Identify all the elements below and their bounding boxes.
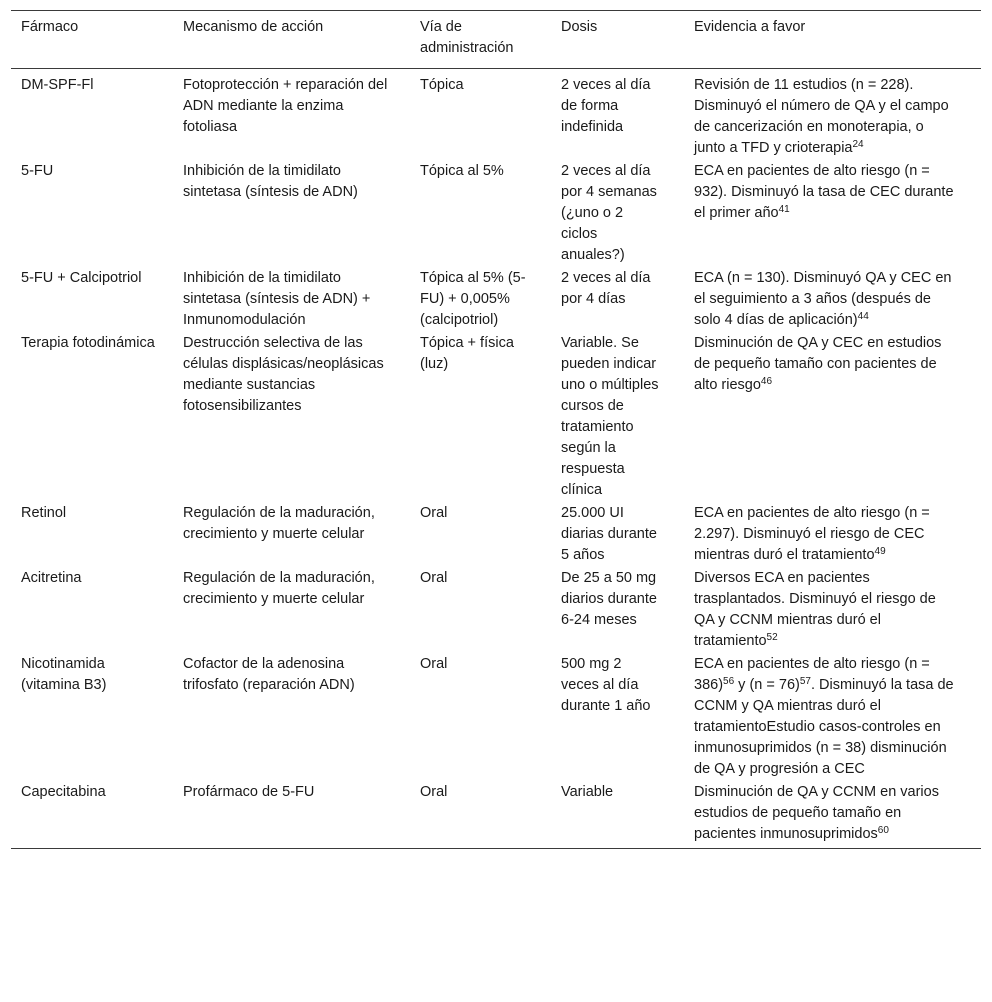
cell-evidence: Disminución de QA y CCNM en varios estudios de pequeño tamaño en pacientes inmunosuprimidos$^{60}$ [694, 784, 939, 842]
reference-superscript: 41 [778, 204, 790, 215]
table-row [11, 333, 981, 503]
cell-route: Tópica [420, 77, 464, 93]
header-mechanism: Mecanismo de acción [183, 11, 420, 69]
cell-evidence: ECA en pacientes de alto riesgo (n = 932). Disminuyó la tasa de CEC durante el primer año$^{41}$ [694, 163, 954, 221]
cell-dose: 25.000 UI diarias durante 5 años [561, 505, 657, 563]
table-row [11, 503, 981, 568]
cell-drug: Acitretina [21, 570, 82, 586]
cell-mechanism: Inhibición de la timidilato sintetasa (síntesis de ADN) [183, 163, 358, 200]
drug-table-container [11, 10, 981, 849]
cell-dose: 2 veces al día por 4 semanas (¿uno o 2 ciclos anuales?) [561, 163, 657, 263]
header-dose: Dosis [561, 11, 694, 69]
cell-evidence: ECA en pacientes de alto riesgo (n = 386)$^{56}$ y (n = 76)$^{57}$. Disminuyó la tasa de CCNM y QA mientras duró el tratamientoEstudio casos-controles en inmunosuprimidos (n = 38) disminución de QA y progresión a CEC [694, 656, 954, 777]
header-drug: Fármaco [11, 11, 183, 69]
reference-superscript: 24 [852, 139, 864, 150]
cell-route: Oral [420, 505, 448, 521]
table-row [11, 268, 981, 333]
cell-evidence: Disminución de QA y CEC en estudios de pequeño tamaño con pacientes de alto riesgo$^{46}$ [694, 335, 942, 393]
cell-mechanism: Regulación de la maduración, crecimiento y muerte celular [183, 505, 375, 542]
table-row [11, 69, 981, 162]
cell-dose: 2 veces al día de forma indefinida [561, 77, 651, 135]
reference-superscript: 60 [877, 825, 889, 836]
table-header-row [11, 11, 981, 69]
cell-mechanism: Fotoprotección + reparación del ADN mediante la enzima fotoliasa [183, 77, 388, 135]
table-row [11, 568, 981, 654]
cell-drug: Capecitabina [21, 784, 106, 800]
cell-mechanism: Cofactor de la adenosina trifosfato (reparación ADN) [183, 656, 355, 693]
cell-drug: Nicotinamida (vitamina B3) [21, 656, 107, 693]
cell-mechanism: Inhibición de la timidilato sintetasa (síntesis de ADN) + Inmunomodulación [183, 270, 371, 328]
drug-table [11, 11, 981, 848]
cell-evidence: ECA (n = 130). Disminuyó QA y CEC en el seguimiento a 3 años (después de solo 4 días de aplicación)$^{44}$ [694, 270, 952, 328]
cell-dose: Variable [561, 784, 614, 800]
cell-evidence: Revisión de 11 estudios (n = 228). Disminuyó el número de QA y el campo de cancerización en monoterapia, o junto a TFD y crioterapia$^{24}$ [694, 77, 949, 156]
reference-superscript: 44 [857, 311, 869, 322]
cell-dose: De 25 a 50 mg diarios durante 6-24 meses [561, 570, 657, 628]
reference-superscript: 46 [760, 376, 773, 387]
cell-dose: 2 veces al día por 4 días [561, 270, 651, 307]
cell-evidence: ECA en pacientes de alto riesgo (n = 2.297). Disminuyó el riesgo de CEC mientras duró el tratamiento$^{49}$ [694, 505, 930, 563]
header-evidence: Evidencia a favor [694, 11, 981, 69]
cell-route: Oral [420, 784, 448, 800]
cell-mechanism: Regulación de la maduración, crecimiento y muerte celular [183, 570, 375, 607]
table-row [11, 654, 981, 782]
cell-drug: 5-FU [21, 163, 54, 179]
cell-mechanism: Profármaco de 5-FU [183, 784, 315, 800]
cell-dose: Variable. Se pueden indicar uno o múltiples cursos de tratamiento según la respuesta clínica [561, 335, 659, 498]
cell-route: Tópica + física (luz) [420, 335, 514, 372]
reference-superscript: 56 [723, 676, 735, 687]
table-row [11, 161, 981, 268]
cell-route: Oral [420, 570, 448, 586]
cell-route: Tópica al 5% [420, 163, 504, 179]
cell-evidence: Diversos ECA en pacientes trasplantados. Disminuyó el riesgo de QA y CCNM mientras duró el tratamiento$^{52}$ [694, 570, 936, 649]
cell-route: Tópica al 5% (5-FU) + 0,005% (calcipotriol) [420, 270, 526, 328]
table-row [11, 782, 981, 848]
reference-superscript: 49 [874, 546, 886, 557]
header-route: Vía de administración [420, 11, 561, 69]
cell-dose: 500 mg 2 veces al día durante 1 año [561, 656, 651, 714]
reference-superscript: 52 [766, 632, 778, 643]
cell-drug: Retinol [21, 505, 67, 521]
cell-drug: 5-FU + Calcipotriol [21, 270, 142, 286]
cell-drug: Terapia fotodinámica [21, 335, 155, 351]
cell-drug: DM-SPF-Fl [21, 77, 94, 93]
reference-superscript: 57 [799, 676, 811, 687]
cell-route: Oral [420, 656, 448, 672]
cell-mechanism: Destrucción selectiva de las células displásicas/neoplásicas mediante sustancias fotosensibilizantes [183, 335, 384, 414]
